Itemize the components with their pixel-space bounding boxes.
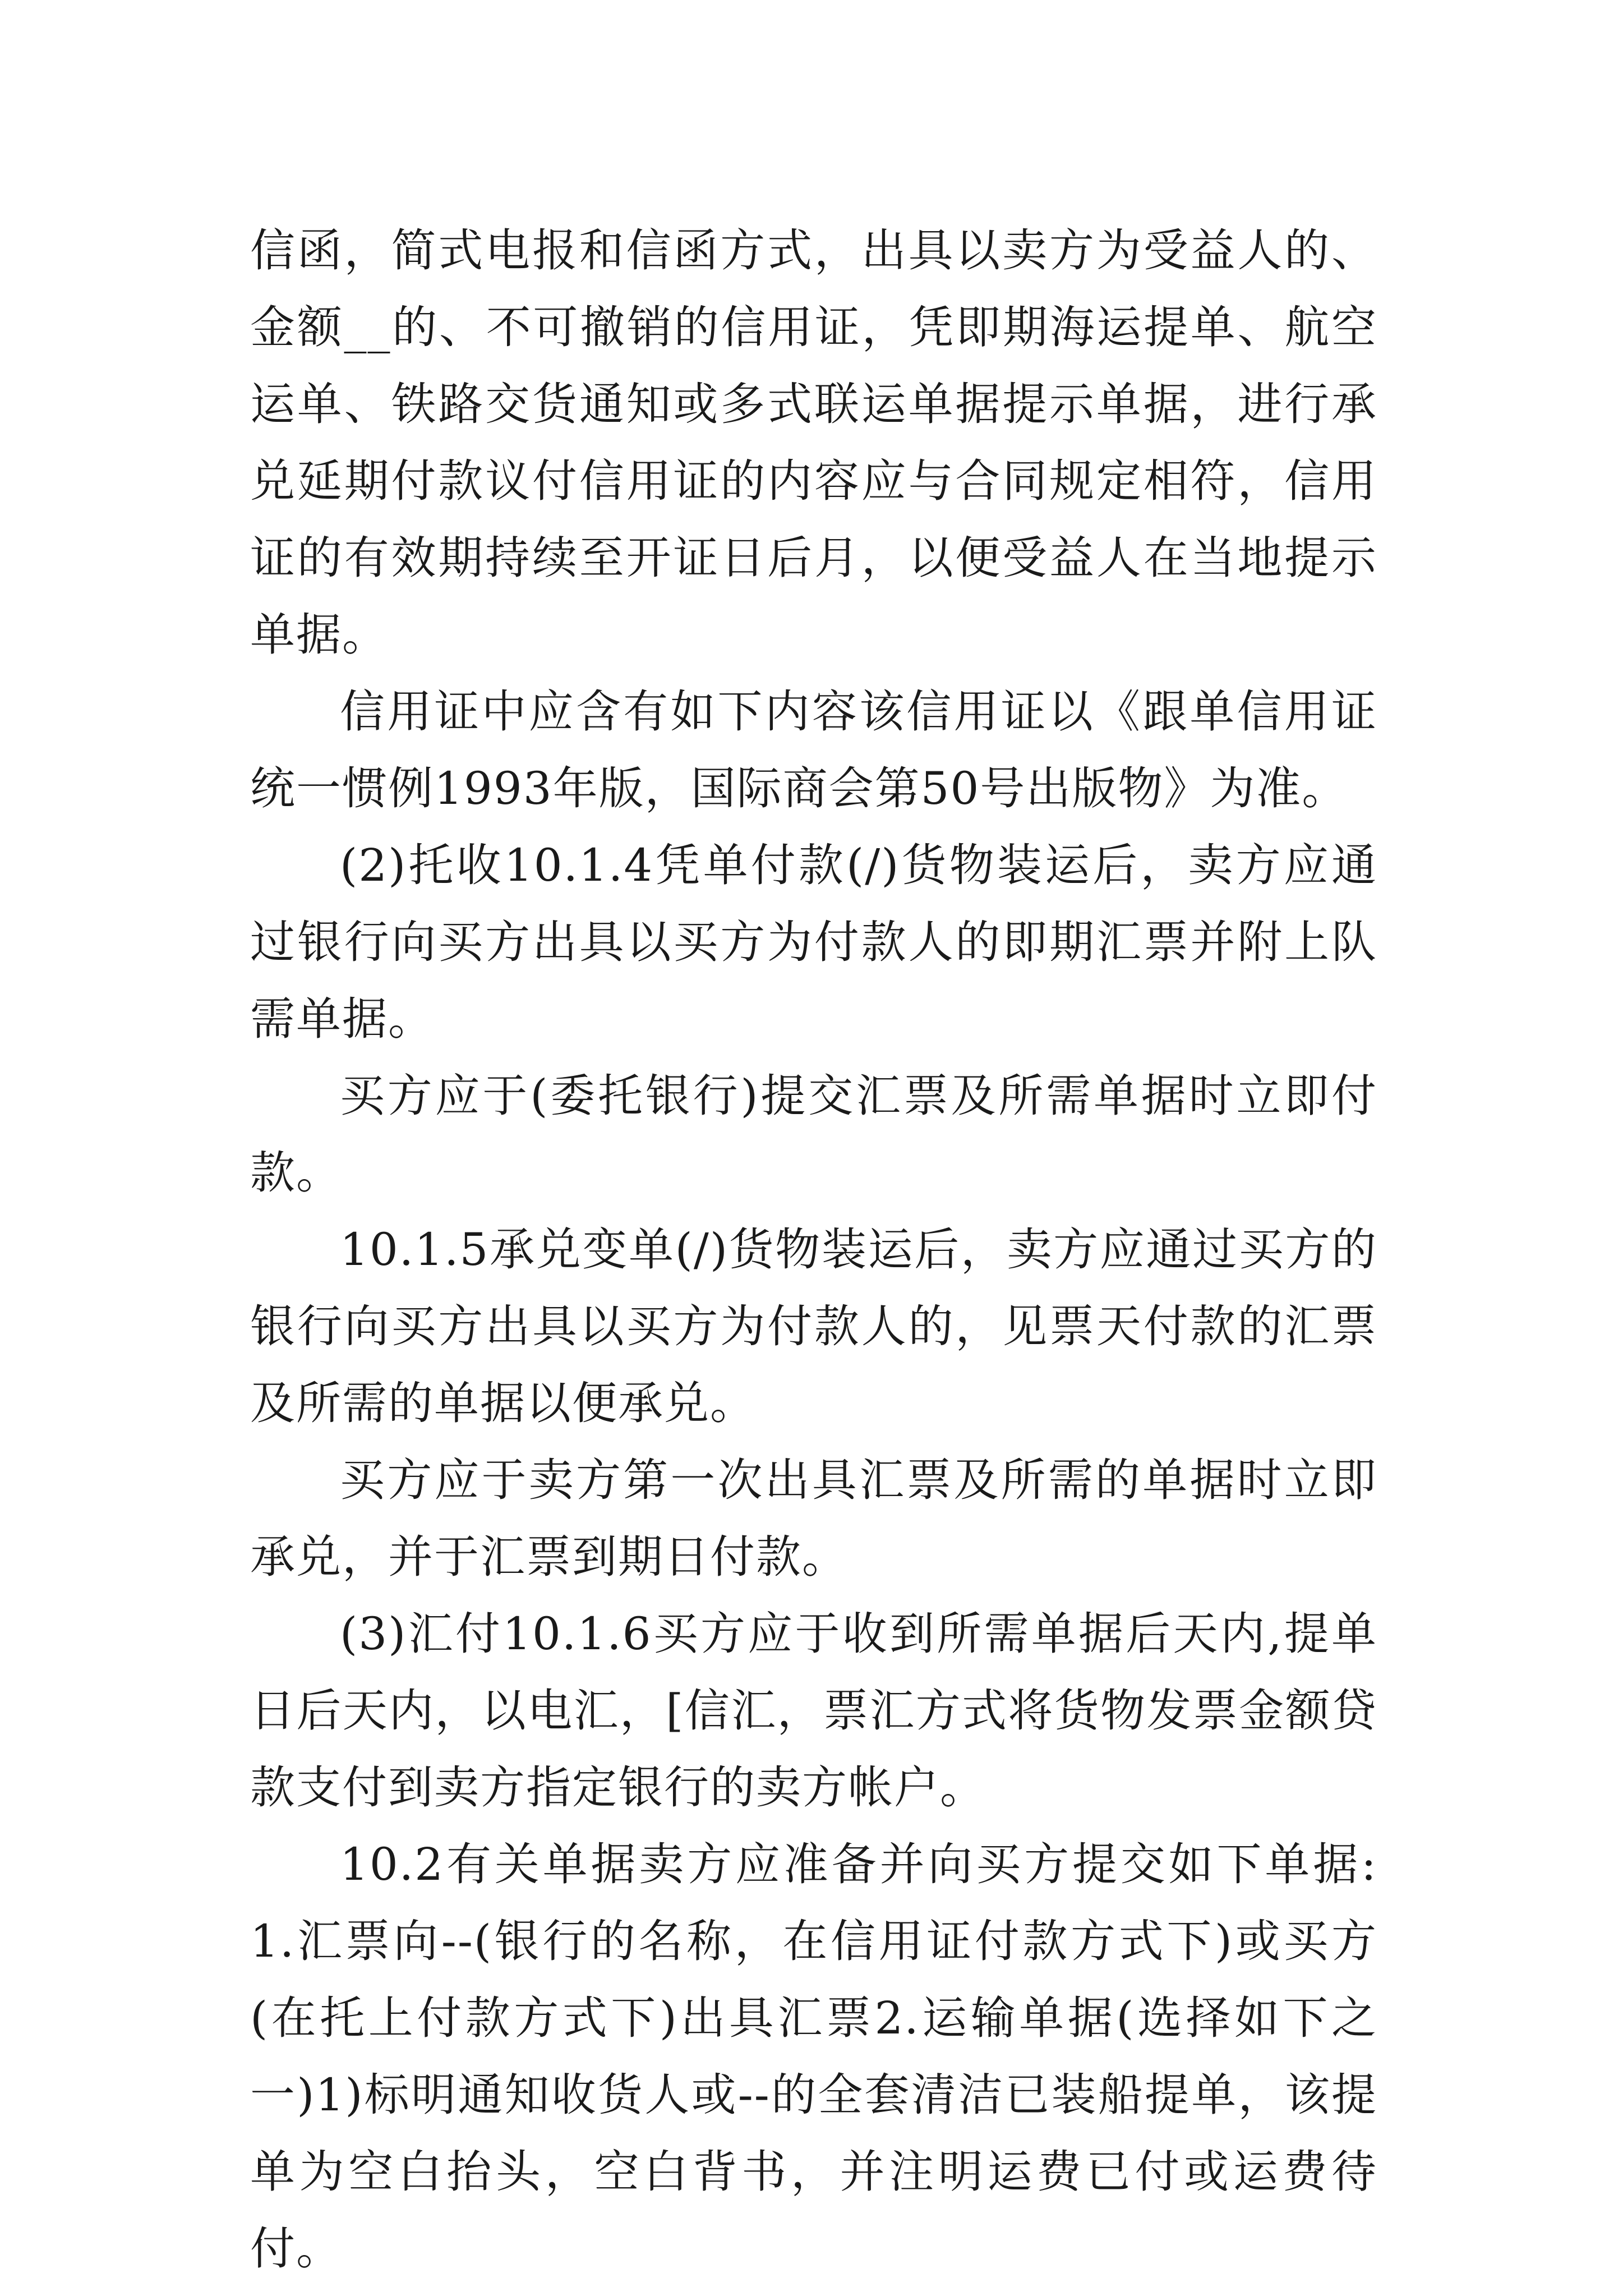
- paragraph-4: 买方应于(委托银行)提交汇票及所需单据时立即付款。: [250, 1070, 1377, 1199]
- paragraph-8: 10.2有关单据卖方应准备并向买方提交如下单据:1.汇票向--(银行的名称，在信用证付款方式下)或买方(在托上付款方式下)出具汇票2.运输单据(选择如下之一)1)标明通知收货人或--的全套清洁已装船提单，该提单为空白抬头，空白背书，并注明运费已付或运费待付。: [250, 1838, 1377, 2275]
- document-body: [250, 212, 1377, 2287]
- paragraph-2: 信用证中应含有如下内容该信用证以《跟单信用证统一惯例1993年版，国际商会第50号出版物》为准。: [250, 685, 1377, 815]
- paragraph-3: (2)托收10.1.4凭单付款(/)货物装运后，卖方应通过银行向买方出具以买方为付款人的即期汇票并附上队需单据。: [250, 839, 1377, 1045]
- paragraph-7: (3)汇付10.1.6买方应于收到所需单据后天内,提单日后天内，以电汇，[信汇，票汇方式将货物发票金额贷款支付到卖方指定银行的卖方帐户。: [250, 1608, 1377, 1814]
- paragraph-5: 10.1.5承兑变单(/)货物装运后，卖方应通过买方的银行向买方出具以买方为付款人的，见票天付款的汇票及所需的单据以便承兑。: [250, 1223, 1377, 1429]
- paragraph-1: 信函，简式电报和信函方式，出具以卖方为受益人的、金额__的、不可撤销的信用证，凭即期海运提单、航空运单、铁路交货通知或多式联运单据提示单据，进行承兑延期付款议付信用证的内容应与合同规定相符，信用证的有效期持续至开证日后月，以便受益人在当地提示单据。: [250, 224, 1377, 661]
- paragraph-6: 买方应于卖方第一次出具汇票及所需的单据时立即承兑，并于汇票到期日付款。: [250, 1454, 1377, 1583]
